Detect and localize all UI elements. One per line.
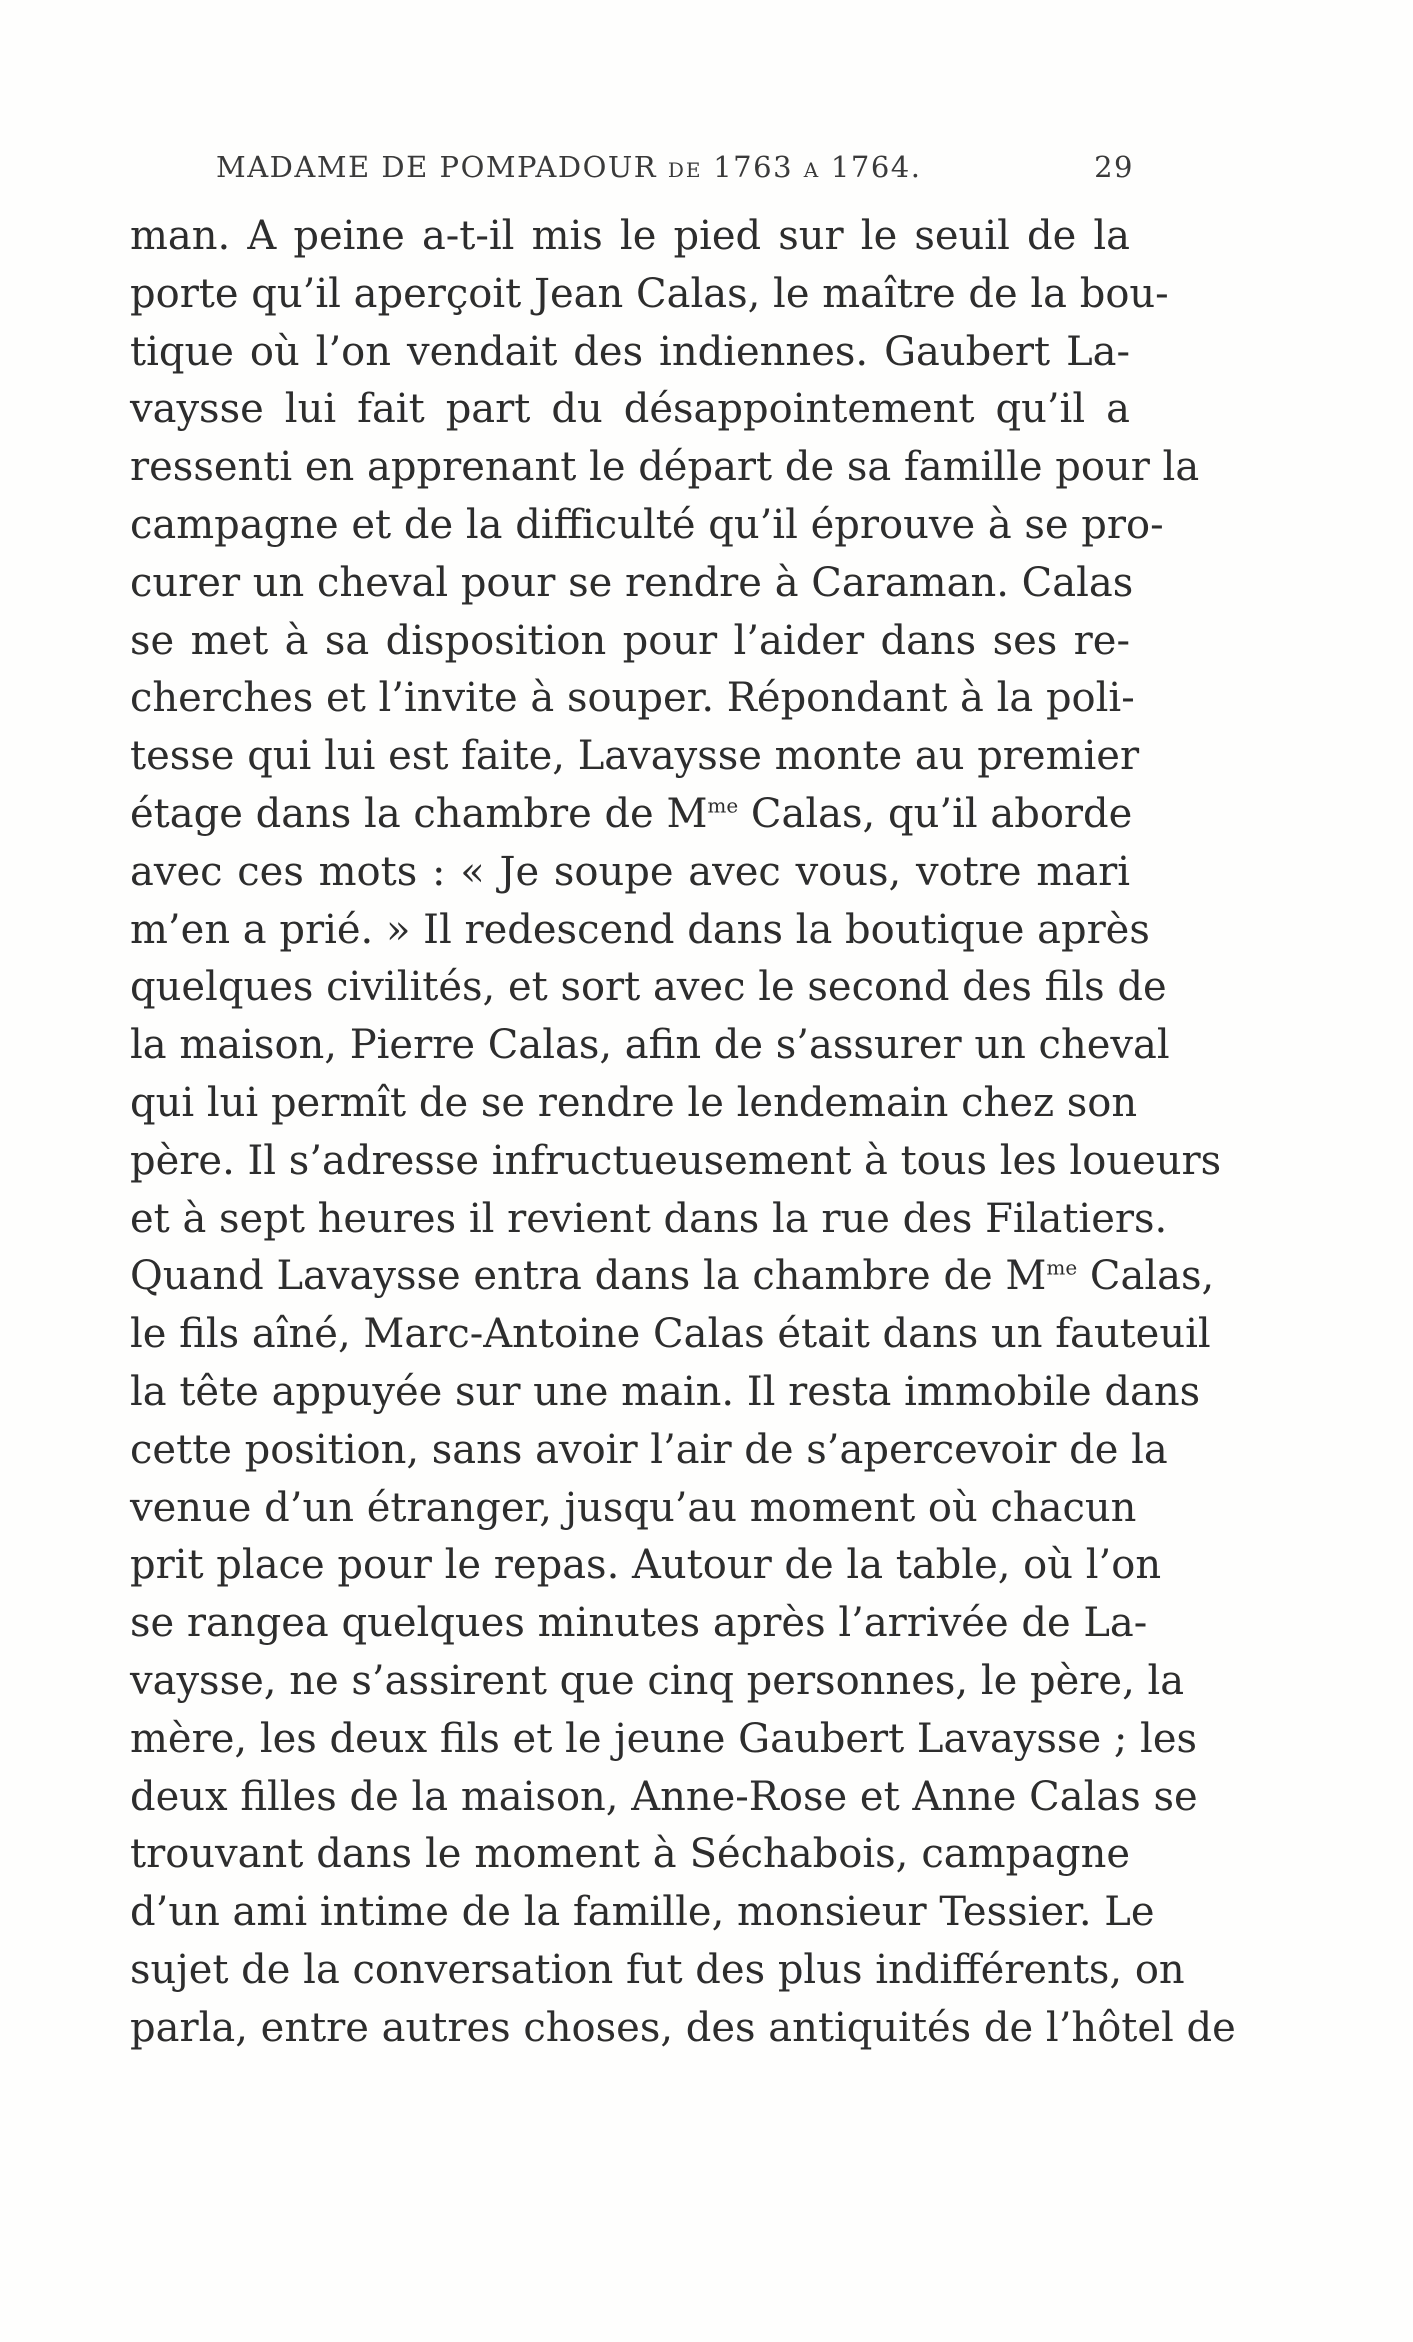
line-segment: étage dans la chambre de M [130, 790, 708, 837]
line-segment: Calas, [1077, 1253, 1215, 1300]
text-line: venue d’un étranger, jusqu’au moment où chacun [130, 1484, 1137, 1531]
text-line: vaysse lui fait part du désappointement qu’il a [130, 386, 1130, 433]
text-line: quelques civilités, et sort avec le second des fils de [130, 964, 1167, 1011]
text-line: parla, entre autres choses, des antiquités de l’hôtel de [130, 2004, 1236, 2051]
text-line: curer un cheval pour se rendre à Caraman. Calas [130, 559, 1134, 606]
text-line: ressenti en apprenant le départ de sa famille pour la [130, 444, 1200, 491]
text-line [130, 786, 1133, 844]
text-line: campagne et de la difficulté qu’il éprouve à se pro- [130, 501, 1164, 548]
running-head-a: A [803, 158, 821, 182]
text-line: se rangea quelques minutes après l’arrivée de La- [130, 1600, 1148, 1647]
text-line: tesse qui lui est faite, Lavaysse monte au premier [130, 733, 1140, 780]
page-number: 29 [1094, 150, 1134, 184]
body-text [130, 208, 1236, 2058]
text-line: cette position, sans avoir l’air de s’apercevoir de la [130, 1426, 1168, 1473]
text-line: deux filles de la maison, Anne-Rose et Anne Calas se [130, 1773, 1198, 1820]
text-line: la maison, Pierre Calas, afin de s’assurer un cheval [130, 1022, 1170, 1069]
text-line: cherches et l’invite à souper. Répondant à la poli- [130, 675, 1135, 722]
running-head-de: DE [667, 158, 703, 182]
text-line: d’un ami intime de la famille, monsieur Tessier. Le [130, 1889, 1155, 1936]
text-line: et à sept heures il revient dans la rue des Filatiers. [130, 1195, 1168, 1242]
running-head-main: MADAME DE POMPADOUR [216, 150, 658, 184]
text-line: m’en a prié. » Il redescend dans la boutique après [130, 906, 1150, 953]
text-line: tique où l’on vendait des indiennes. Gaubert La- [130, 328, 1130, 375]
running-head-year-to: 1764. [830, 150, 922, 184]
text-line: porte qu’il aperçoit Jean Calas, le maître de la bou- [130, 270, 1169, 317]
text-line: le fils aîné, Marc-Antoine Calas était dans un fauteuil [130, 1311, 1211, 1358]
text-line: trouvant dans le moment à Séchabois, campagne [130, 1831, 1130, 1878]
text-line: sujet de la conversation fut des plus indifférents, on [130, 1946, 1185, 1993]
line-segment: Calas, qu’il aborde [738, 790, 1133, 837]
text-line: avec ces mots : « Je soupe avec vous, votre mari [130, 848, 1130, 895]
text-line [130, 1248, 1215, 1306]
text-line: mère, les deux fils et le jeune Gaubert Lavaysse ; les [130, 1715, 1198, 1762]
text-line: prit place pour le repas. Autour de la table, où l’on [130, 1542, 1162, 1589]
line-segment: Quand Lavaysse entra dans la chambre de M [130, 1253, 1047, 1300]
text-line: père. Il s’adresse infructueusement à tous les loueurs [130, 1137, 1222, 1184]
superscript: me [1046, 1256, 1078, 1281]
text-line: qui lui permît de se rendre le lendemain chez son [130, 1079, 1138, 1126]
text-line: la tête appuyée sur une main. Il resta immobile dans [130, 1368, 1201, 1415]
text-line: vaysse, ne s’assirent que cinq personnes, le père, la [130, 1657, 1185, 1704]
text-line: se met à sa disposition pour l’aider dans ses re- [130, 617, 1130, 664]
superscript: me [707, 793, 739, 818]
text-line: man. A peine a-t-il mis le pied sur le seuil de la [130, 213, 1130, 259]
running-head [130, 150, 1134, 190]
running-head-year-from: 1763 [713, 150, 794, 184]
running-head-title [216, 150, 921, 184]
